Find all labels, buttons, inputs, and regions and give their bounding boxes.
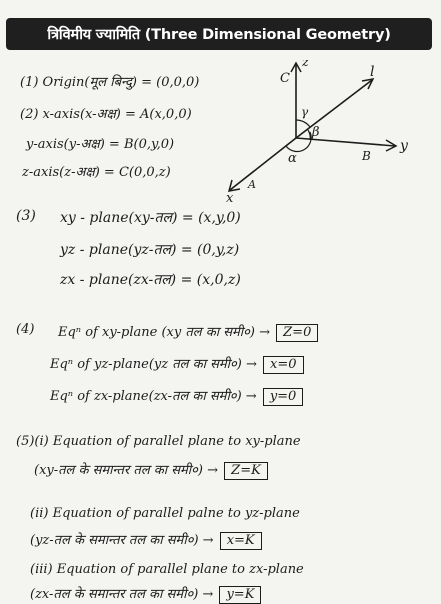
parallel-yz-line1: (ii) Equation of parallel palne to yz-plane	[30, 506, 300, 521]
z-label: z	[302, 60, 309, 70]
a-label: A	[248, 178, 256, 191]
parallel-xy-line2	[34, 460, 268, 480]
y-label: y	[400, 138, 408, 154]
eqn-zx-plane	[50, 386, 303, 406]
z-axis-line: z-axis(z-अक्ष) = C(0,0,z)	[22, 165, 171, 180]
gamma-arc	[296, 120, 310, 127]
parallel-xy-line1: (5)(i) Equation of parallel plane to xy-plane	[16, 434, 301, 449]
section3-number: (3)	[16, 208, 36, 224]
b-label: B	[362, 149, 371, 163]
gamma-label: γ	[301, 105, 309, 119]
parallel-xy-text: (xy-तल के समान्तर तल का समी०) →	[34, 463, 219, 478]
page-title: त्रिविमीय ज्यामिति (Three Dimensional Geometry)	[47, 27, 391, 43]
eqn-yz-plane	[50, 354, 304, 374]
beta-label: β	[312, 125, 320, 140]
parallel-zx-line1: (iii) Equation of parallel plane to zx-plane	[30, 562, 304, 577]
alpha-arc	[286, 132, 311, 152]
parallel-yz-text: (yz-तल के समान्तर तल का समी०) →	[30, 533, 214, 548]
section4-number: (4)	[16, 322, 35, 337]
axes-diagram	[220, 60, 435, 210]
eqn-zx-text: Eqⁿ of zx-plane(zx-तल का समी०) →	[50, 389, 257, 404]
eqn-yz-text: Eqⁿ of yz-plane(yz तल का समी०) →	[50, 357, 257, 372]
l-label: l	[370, 64, 375, 80]
eqn-yz-answer: x=0	[263, 356, 304, 374]
eqn-xy-text: Eqⁿ of xy-plane (xy तल का समी०) →	[58, 325, 270, 340]
page-title-banner	[6, 18, 432, 50]
zx-plane-line: zx - plane(zx-तल) = (x,0,z)	[60, 272, 241, 288]
x-axis	[230, 138, 296, 190]
xy-plane-line: xy - plane(xy-तल) = (x,y,0)	[60, 210, 241, 226]
x-label: x	[226, 191, 234, 206]
eqn-xy-plane	[58, 322, 318, 342]
x-axis-line: (2) x-axis(x-अक्ष) = A(x,0,0)	[20, 107, 192, 122]
parallel-zx-line2	[30, 584, 261, 604]
eqn-xy-answer: Z=0	[276, 324, 318, 342]
y-axis-line: y-axis(y-अक्ष) = B(0,y,0)	[26, 137, 175, 152]
parallel-yz-answer: x=K	[220, 532, 262, 550]
parallel-xy-answer: Z=K	[224, 462, 268, 480]
alpha-label: α	[288, 151, 297, 166]
parallel-zx-answer: y=K	[219, 586, 261, 604]
c-label: C	[280, 71, 290, 86]
yz-plane-line: yz - plane(yz-तल) = (0,y,z)	[60, 242, 240, 258]
origin-line: (1) Origin(मूल बिन्दु) = (0,0,0)	[20, 75, 200, 90]
eqn-zx-answer: y=0	[263, 388, 304, 406]
parallel-yz-line2	[30, 530, 262, 550]
parallel-zx-text: (zx-तल के समान्तर तल का समी०) →	[30, 587, 214, 602]
